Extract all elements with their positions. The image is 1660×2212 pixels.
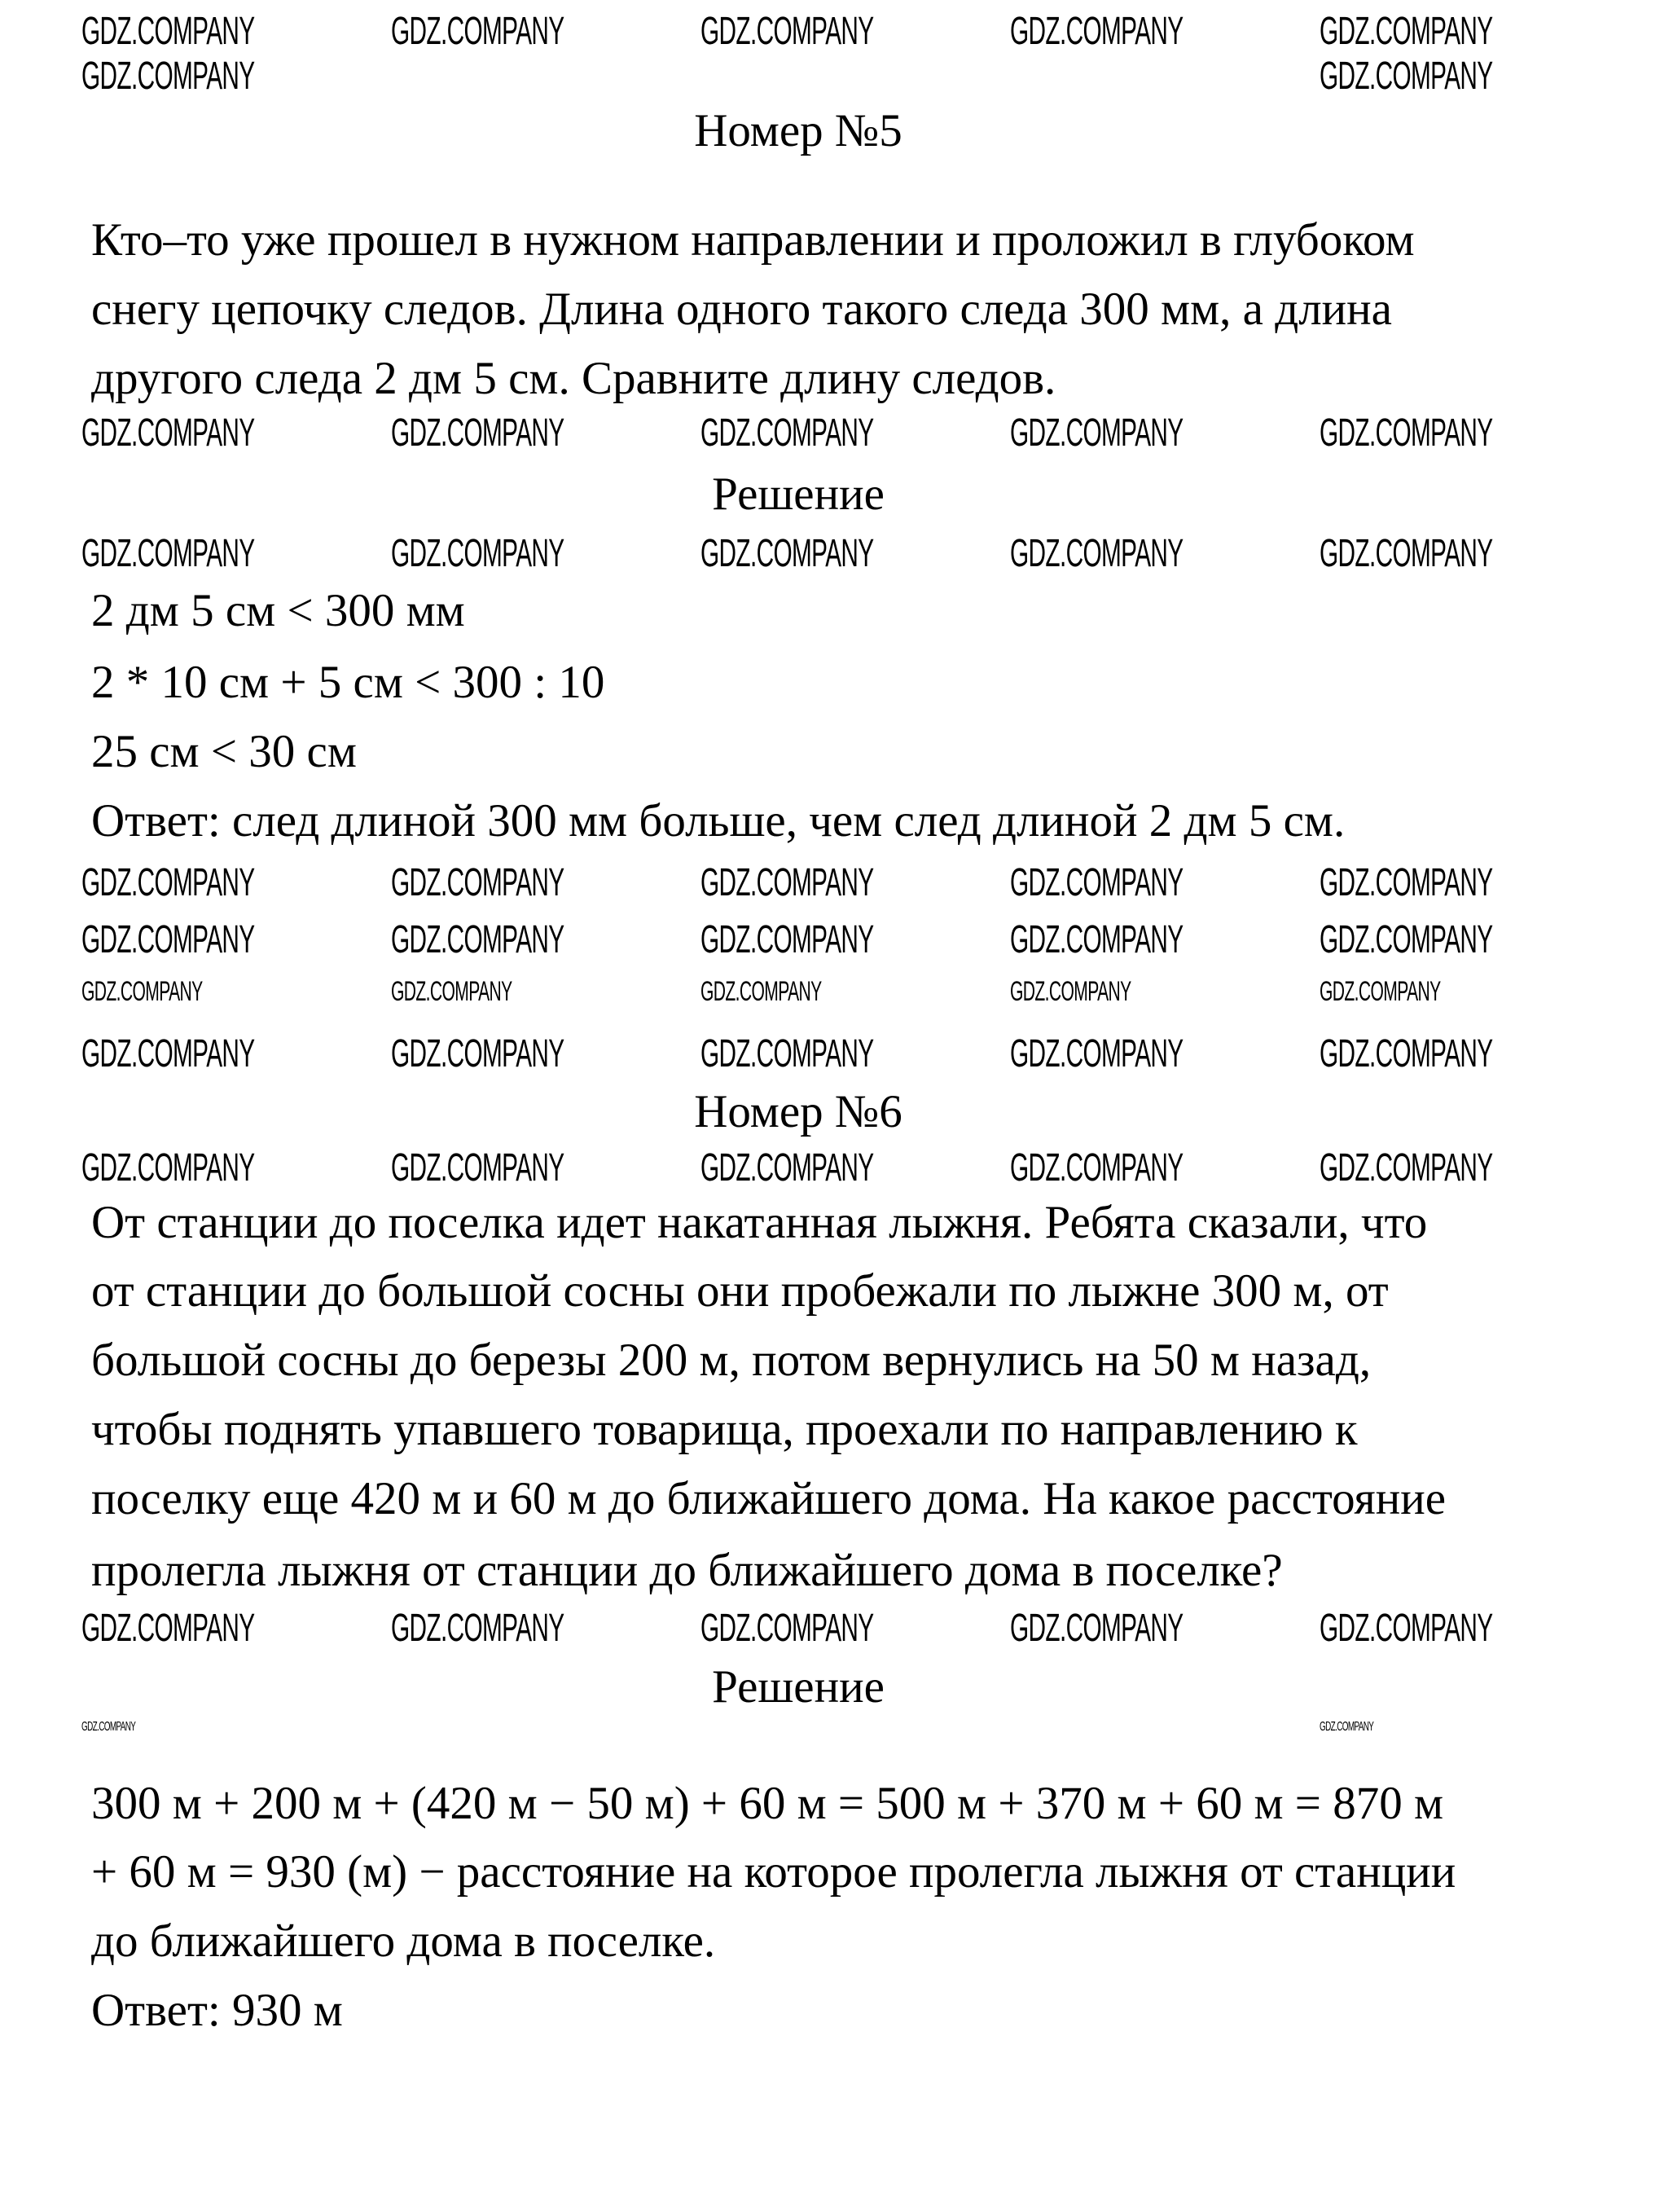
watermark-text: GDZ.COMPANY bbox=[1010, 861, 1184, 904]
watermark-text: GDZ.COMPANY bbox=[81, 1720, 136, 1734]
task5-problem-line: снегу цепочку следов. Длина одного такого следа 300 мм, а длина bbox=[91, 284, 1392, 335]
task5-solution-heading: Решение bbox=[712, 468, 885, 520]
task6-solution-line: до ближайшего дома в поселке. bbox=[91, 1915, 716, 1967]
task6-answer: Ответ: 930 м bbox=[91, 1985, 343, 2036]
task5-title: Номер №5 bbox=[694, 105, 902, 156]
watermark-text: GDZ.COMPANY bbox=[391, 1607, 564, 1650]
watermark-text: GDZ.COMPANY bbox=[700, 1032, 874, 1075]
task5-solution-line: 25 см < 30 см bbox=[91, 726, 357, 777]
watermark-text: GDZ.COMPANY bbox=[1010, 411, 1184, 455]
watermark-text: GDZ.COMPANY bbox=[391, 861, 564, 904]
task6-problem-line: От станции до поселка идет накатанная лыжня. Ребята сказали, что bbox=[91, 1197, 1428, 1248]
watermark-text: GDZ.COMPANY bbox=[1320, 918, 1493, 961]
task6-problem-line: чтобы поднять упавшего товарища, проехали по направлению к bbox=[91, 1404, 1358, 1455]
watermark-text: GDZ.COMPANY bbox=[1010, 976, 1131, 1007]
watermark-text: GDZ.COMPANY bbox=[1320, 411, 1493, 455]
watermark-text: GDZ.COMPANY bbox=[1320, 976, 1441, 1007]
watermark-text: GDZ.COMPANY bbox=[1320, 1032, 1493, 1075]
watermark-text: GDZ.COMPANY bbox=[1320, 10, 1493, 53]
watermark-text: GDZ.COMPANY bbox=[81, 55, 255, 98]
watermark-text: GDZ.COMPANY bbox=[1320, 1146, 1493, 1190]
watermark-text: GDZ.COMPANY bbox=[391, 10, 564, 53]
watermark-text: GDZ.COMPANY bbox=[1010, 1032, 1184, 1075]
watermark-text: GDZ.COMPANY bbox=[81, 1146, 255, 1190]
task6-problem-line: пролегла лыжня от станции до ближайшего дома в поселке? bbox=[91, 1545, 1283, 1596]
task6-problem-line: поселку еще 420 м и 60 м до ближайшего дома. На какое расстояние bbox=[91, 1473, 1447, 1524]
watermark-text: GDZ.COMPANY bbox=[1010, 10, 1184, 53]
watermark-text: GDZ.COMPANY bbox=[391, 976, 512, 1007]
watermark-text: GDZ.COMPANY bbox=[81, 918, 255, 961]
task5-solution-line: 2 * 10 см + 5 см < 300 : 10 bbox=[91, 657, 605, 708]
task6-problem-line: большой сосны до березы 200 м, потом вернулись на 50 м назад, bbox=[91, 1335, 1372, 1386]
watermark-text: GDZ.COMPANY bbox=[81, 1607, 255, 1650]
watermark-text: GDZ.COMPANY bbox=[391, 532, 564, 575]
watermark-text: GDZ.COMPANY bbox=[391, 1032, 564, 1075]
watermark-text: GDZ.COMPANY bbox=[700, 976, 822, 1007]
watermark-text: GDZ.COMPANY bbox=[700, 532, 874, 575]
watermark-text: GDZ.COMPANY bbox=[1320, 532, 1493, 575]
watermark-text: GDZ.COMPANY bbox=[700, 411, 874, 455]
watermark-text: GDZ.COMPANY bbox=[1320, 861, 1493, 904]
watermark-text: GDZ.COMPANY bbox=[391, 918, 564, 961]
watermark-text: GDZ.COMPANY bbox=[1010, 1146, 1184, 1190]
watermark-text: GDZ.COMPANY bbox=[700, 1607, 874, 1650]
watermark-text: GDZ.COMPANY bbox=[81, 532, 255, 575]
watermark-text: GDZ.COMPANY bbox=[391, 1146, 564, 1190]
watermark-text: GDZ.COMPANY bbox=[81, 411, 255, 455]
watermark-text: GDZ.COMPANY bbox=[81, 976, 203, 1007]
watermark-text: GDZ.COMPANY bbox=[1010, 918, 1184, 961]
watermark-text: GDZ.COMPANY bbox=[700, 861, 874, 904]
task5-solution-line: 2 дм 5 см < 300 мм bbox=[91, 585, 465, 636]
watermark-text: GDZ.COMPANY bbox=[1320, 55, 1493, 98]
watermark-text: GDZ.COMPANY bbox=[1320, 1607, 1493, 1650]
task6-solution-line: + 60 м = 930 (м) − расстояние на которое пролегла лыжня от станции bbox=[91, 1846, 1456, 1898]
task6-problem-line: от станции до большой сосны они пробежали по лыжне 300 м, от bbox=[91, 1265, 1389, 1317]
watermark-text: GDZ.COMPANY bbox=[81, 1032, 255, 1075]
task6-solution-line: 300 м + 200 м + (420 м − 50 м) + 60 м = 500 м + 370 м + 60 м = 870 м bbox=[91, 1778, 1444, 1829]
task6-title: Номер №6 bbox=[694, 1086, 902, 1137]
watermark-text: GDZ.COMPANY bbox=[700, 918, 874, 961]
task5-answer: Ответ: след длиной 300 мм больше, чем след длиной 2 дм 5 см. bbox=[91, 795, 1346, 847]
watermark-text: GDZ.COMPANY bbox=[81, 10, 255, 53]
watermark-text: GDZ.COMPANY bbox=[1010, 532, 1184, 575]
watermark-text: GDZ.COMPANY bbox=[1010, 1607, 1184, 1650]
watermark-text: GDZ.COMPANY bbox=[391, 411, 564, 455]
task5-problem-line: другого следа 2 дм 5 см. Сравните длину следов. bbox=[91, 353, 1056, 404]
task6-solution-heading: Решение bbox=[712, 1661, 885, 1713]
watermark-text: GDZ.COMPANY bbox=[81, 861, 255, 904]
watermark-text: GDZ.COMPANY bbox=[700, 1146, 874, 1190]
task5-problem-line: Кто–то уже прошел в нужном направлении и проложил в глубоком bbox=[91, 214, 1415, 266]
watermark-text: GDZ.COMPANY bbox=[700, 10, 874, 53]
watermark-text: GDZ.COMPANY bbox=[1320, 1720, 1374, 1734]
